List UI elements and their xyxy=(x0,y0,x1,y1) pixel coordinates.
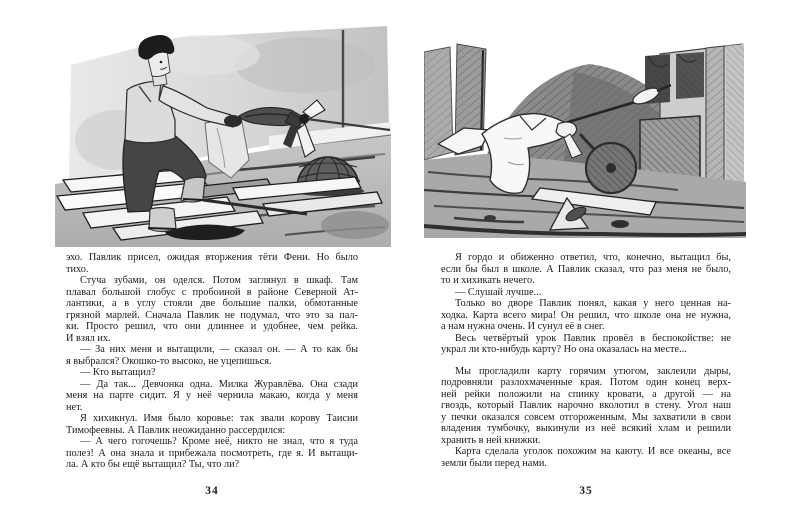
text-line: эхо. Павлик присел, ожидая вторжения тёти Фени. Но было xyxy=(66,252,358,263)
page-34-number: 34 xyxy=(205,485,219,497)
text-line: нет. xyxy=(66,401,83,413)
text-line: Я гордо и обиженно ответил, что, конечно, вытащил бы, xyxy=(455,252,731,263)
text-line: ходка. Карта всего мира! Он решил, что школе она не нужна, xyxy=(441,309,731,321)
text-line: Я хихикнул. Имя было коровье: так звали корову Таисии xyxy=(80,413,358,424)
text-line: полез! А она знала и прибежала посмотреть, где я. И вытащи- xyxy=(66,447,358,459)
text-line: ла. А кто бы ещё вытащил? Ты, что ли? xyxy=(66,459,240,470)
text-line: тихо. xyxy=(66,263,89,275)
text-line: И взял их. xyxy=(66,332,111,344)
text-line: Тимофеевны. А Павлик неожиданно рассердился: xyxy=(66,424,286,436)
text-line: украл ли кто-нибудь карту? Но она оказалась на месте... xyxy=(441,344,687,355)
text-line: у печки оказался совсем отгороженным. Мы захватили в свои xyxy=(441,411,731,423)
text-line: — Слушай лучше... xyxy=(455,286,542,298)
illustration-yard-shirt-icon xyxy=(424,42,746,238)
text-line: Весь четвёртый урок Павлик провёл в беспокойстве: не xyxy=(455,332,731,344)
text-line: — А чего гогочешь? Кроме неё, никто не знал, что я туда xyxy=(80,436,358,447)
text-line: подровняли разлохмаченные края. Потом один конец верх- xyxy=(441,377,731,388)
text-line: плавал большой глобус с пробоиной в районе Северной Ат- xyxy=(66,286,358,298)
text-line: если бы был в школе. А Павлик сказал, что раз меня не было, xyxy=(441,263,731,275)
text-line: ки. Просто решил, что они длиннее и удобнее, чем рейка. xyxy=(66,321,358,332)
text-line: земли были перед нами. xyxy=(441,457,547,469)
text-line: владения тумбочку, выкинули из неё всякий хлам и решили xyxy=(441,423,731,434)
text-line: — За них меня и вытащили, — сказал он. — А то как бы xyxy=(80,344,358,355)
text-line: Карта сделала уголок похожим на каюту. И все океаны, все xyxy=(455,446,731,457)
text-line: а нам нужна очень. И сунул её в снег. xyxy=(441,321,605,332)
text-line: я выбрался? Окошко-то высоко, не уцепишься. xyxy=(66,355,272,367)
text-line: грязной марлей. Сначала Павлик не подумал, что это за пал- xyxy=(66,309,358,321)
text-line: — Кто вытащил? xyxy=(80,367,156,378)
text-line: ней рейки положили на спинку кровати, а другой — на xyxy=(441,388,731,400)
text-line: то и хихикать нечего. xyxy=(441,275,535,286)
page-34-text xyxy=(66,252,358,471)
text-line: гвоздь, который Павлик нарочно вколотил в стену. Угол наш xyxy=(441,400,731,411)
page-35-text xyxy=(441,252,731,469)
text-line: хранить в ней книжки. xyxy=(441,434,541,446)
text-line: Только во дворе Павлик понял, какая у него ценная на- xyxy=(455,298,731,309)
text-line: Стуча зубами, он оделся. Потом заглянул в шкаф. Там xyxy=(80,275,358,286)
page-35-number: 35 xyxy=(579,485,593,497)
illustration-boy-raft-icon xyxy=(55,20,392,247)
text-line: — Да так... Девчонка одна. Милка Журавлёва. Она сзади xyxy=(80,378,358,390)
text-line: меня на парте сидит. Я у неё чернила макаю, когда у меня xyxy=(66,390,358,401)
text-line: лантики, а в углу стояли две большие палки, обмотанные xyxy=(66,298,358,309)
text-line: Мы прогладили карту горячим утюгом, заклеили дыры, xyxy=(455,365,731,377)
